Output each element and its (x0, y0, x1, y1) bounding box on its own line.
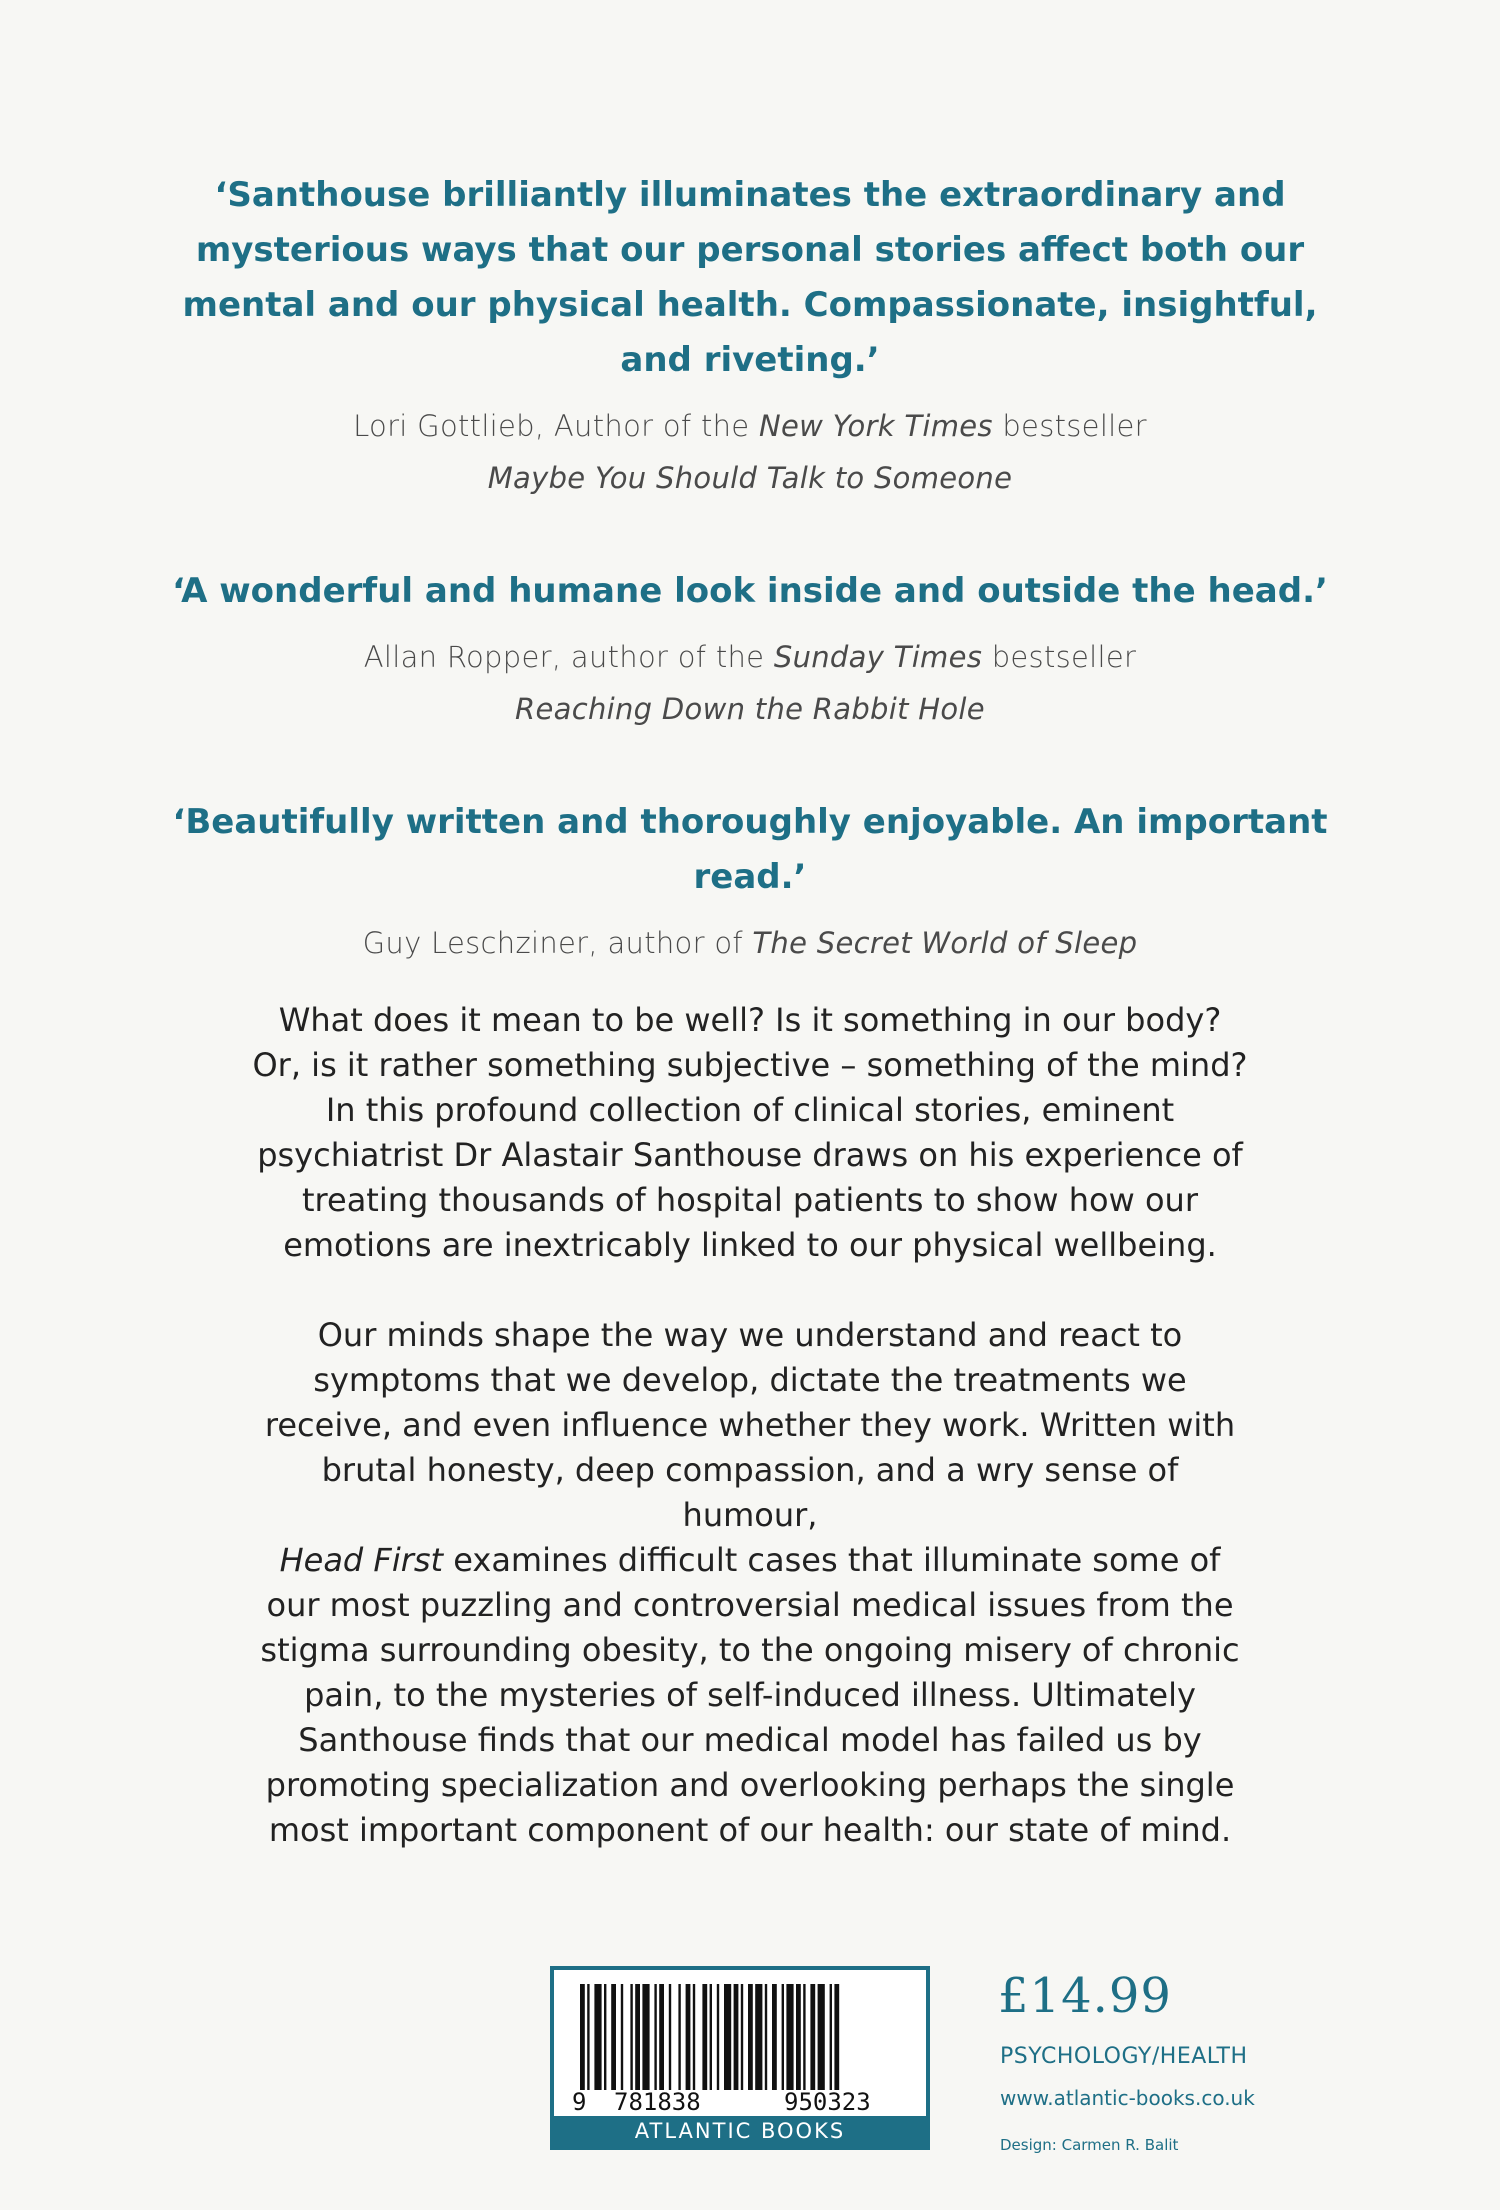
barcode-bar (669, 1984, 671, 2090)
barcode-bar (621, 1984, 623, 2090)
quote-attribution (150, 917, 1350, 969)
barcode-bar (796, 1984, 801, 2090)
barcode-bar (724, 1984, 731, 2090)
barcode-bar (755, 1984, 762, 2090)
barcode-bar (741, 1984, 743, 2090)
quote-attribution (150, 631, 1350, 735)
attribution-suffix: bestseller (992, 409, 1147, 443)
barcode-bars (576, 1984, 912, 2090)
review-quotes (150, 168, 1350, 1029)
quote-text: ‘A wonderful and humane look inside and outside the head.’ (172, 571, 1328, 611)
review-quote-2 (150, 564, 1350, 735)
attribution-publication: New York Times (758, 409, 993, 443)
barcode-bar (654, 1984, 656, 2090)
barcode-bar (734, 1984, 739, 2090)
blurb-text: examines difficult cases that illuminate some of our most puzzling and controversial medical issues from the stigma surrounding obesity, to the ongoing misery of chronic pain, to the mysteries of self-induced illness. Ultimately Santhouse finds that our medical model has failed us by promoting specialization and overlooking perhaps the single most important component of our health: our state of mind. (260, 1541, 1240, 1849)
barcode-bar (580, 1984, 585, 2090)
quote-text: ‘Santhouse brilliantly illuminates the extraordinary and mysterious ways that our personal stories affect both our mental and our physical health. Compassionate, insightful, and riveting.’ (182, 175, 1318, 380)
barcode-bar (678, 1984, 680, 2090)
isbn-lead-digit: 9 (572, 2088, 587, 2116)
barcode-bar (810, 1984, 815, 2090)
publisher-website: www.atlantic-books.co.uk (1000, 2086, 1255, 2110)
barcode-bar (818, 1984, 825, 2090)
barcode-bar (782, 1984, 784, 2090)
barcode-bar (611, 1984, 616, 2090)
barcode-bar (748, 1984, 753, 2090)
barcode-bar (693, 1984, 695, 2090)
isbn-group-2: 950323 (784, 2088, 871, 2116)
barcode-bar (642, 1984, 649, 2090)
publisher-name: ATLANTIC BOOKS (554, 2116, 926, 2146)
attribution-book-title: Maybe You Should Talk to Someone (487, 461, 1013, 495)
barcode-bar (659, 1984, 664, 2090)
book-blurb (250, 998, 1250, 1853)
attribution-author: Guy Leschziner, author of (362, 926, 753, 960)
attribution-publication: Sunday Times (773, 640, 983, 674)
barcode-bar (710, 1984, 712, 2090)
barcode-bar (834, 1984, 839, 2090)
book-title: Head First (279, 1541, 444, 1579)
review-quote-3 (150, 795, 1350, 969)
attribution-author: Lori Gottlieb, Author of the (353, 409, 759, 443)
isbn-number (572, 2088, 912, 2118)
design-credit: Design: Carmen R. Balit (1000, 2136, 1179, 2154)
barcode-bar (635, 1984, 640, 2090)
blurb-paragraph-2 (250, 1313, 1250, 1853)
barcode-bar (702, 1984, 707, 2090)
barcode-bar (772, 1984, 777, 2090)
review-quote-1 (150, 168, 1350, 504)
barcode-bar (765, 1984, 767, 2090)
barcode-bar (717, 1984, 719, 2090)
quote-attribution (150, 400, 1350, 504)
quote-text: ‘Beautifully written and thoroughly enjoyable. An important read.’ (172, 802, 1328, 897)
barcode-bar (803, 1984, 805, 2090)
barcode-bar (786, 1984, 793, 2090)
isbn-barcode (550, 1966, 930, 2150)
attribution-book-title: Reaching Down the Rabbit Hole (515, 692, 985, 726)
attribution-suffix: bestseller (982, 640, 1137, 674)
barcode-bar (686, 1984, 691, 2090)
barcode-bar (604, 1984, 606, 2090)
blurb-text: Our minds shape the way we understand and react to symptoms that we develop, dictate the treatments we receive, and even influence whether they work. Written with brutal honesty, deep compassion, and a wry sense of humour, (264, 1316, 1236, 1534)
attribution-book-title: The Secret World of Sleep (752, 926, 1138, 960)
category: PSYCHOLOGY/HEALTH (1000, 2044, 1248, 2069)
attribution-author: Allan Ropper, author of the (363, 640, 774, 674)
barcode-bar (587, 1984, 589, 2090)
price: £14.99 (998, 1968, 1172, 2024)
barcode-bar (594, 1984, 601, 2090)
isbn-group-1: 781838 (614, 2088, 701, 2116)
barcode-bar (830, 1984, 832, 2090)
blurb-paragraph-1: What does it mean to be well? Is it something in our body? Or, is it rather something subjective – something of the mind? In this profound collection of clinical stories, eminent psychiatrist Dr Alastair Santhouse draws on his experience of treating thousands of hospital patients to show how our emotions are inextricably linked to our physical wellbeing. (252, 1001, 1248, 1264)
barcode-bar (630, 1984, 632, 2090)
